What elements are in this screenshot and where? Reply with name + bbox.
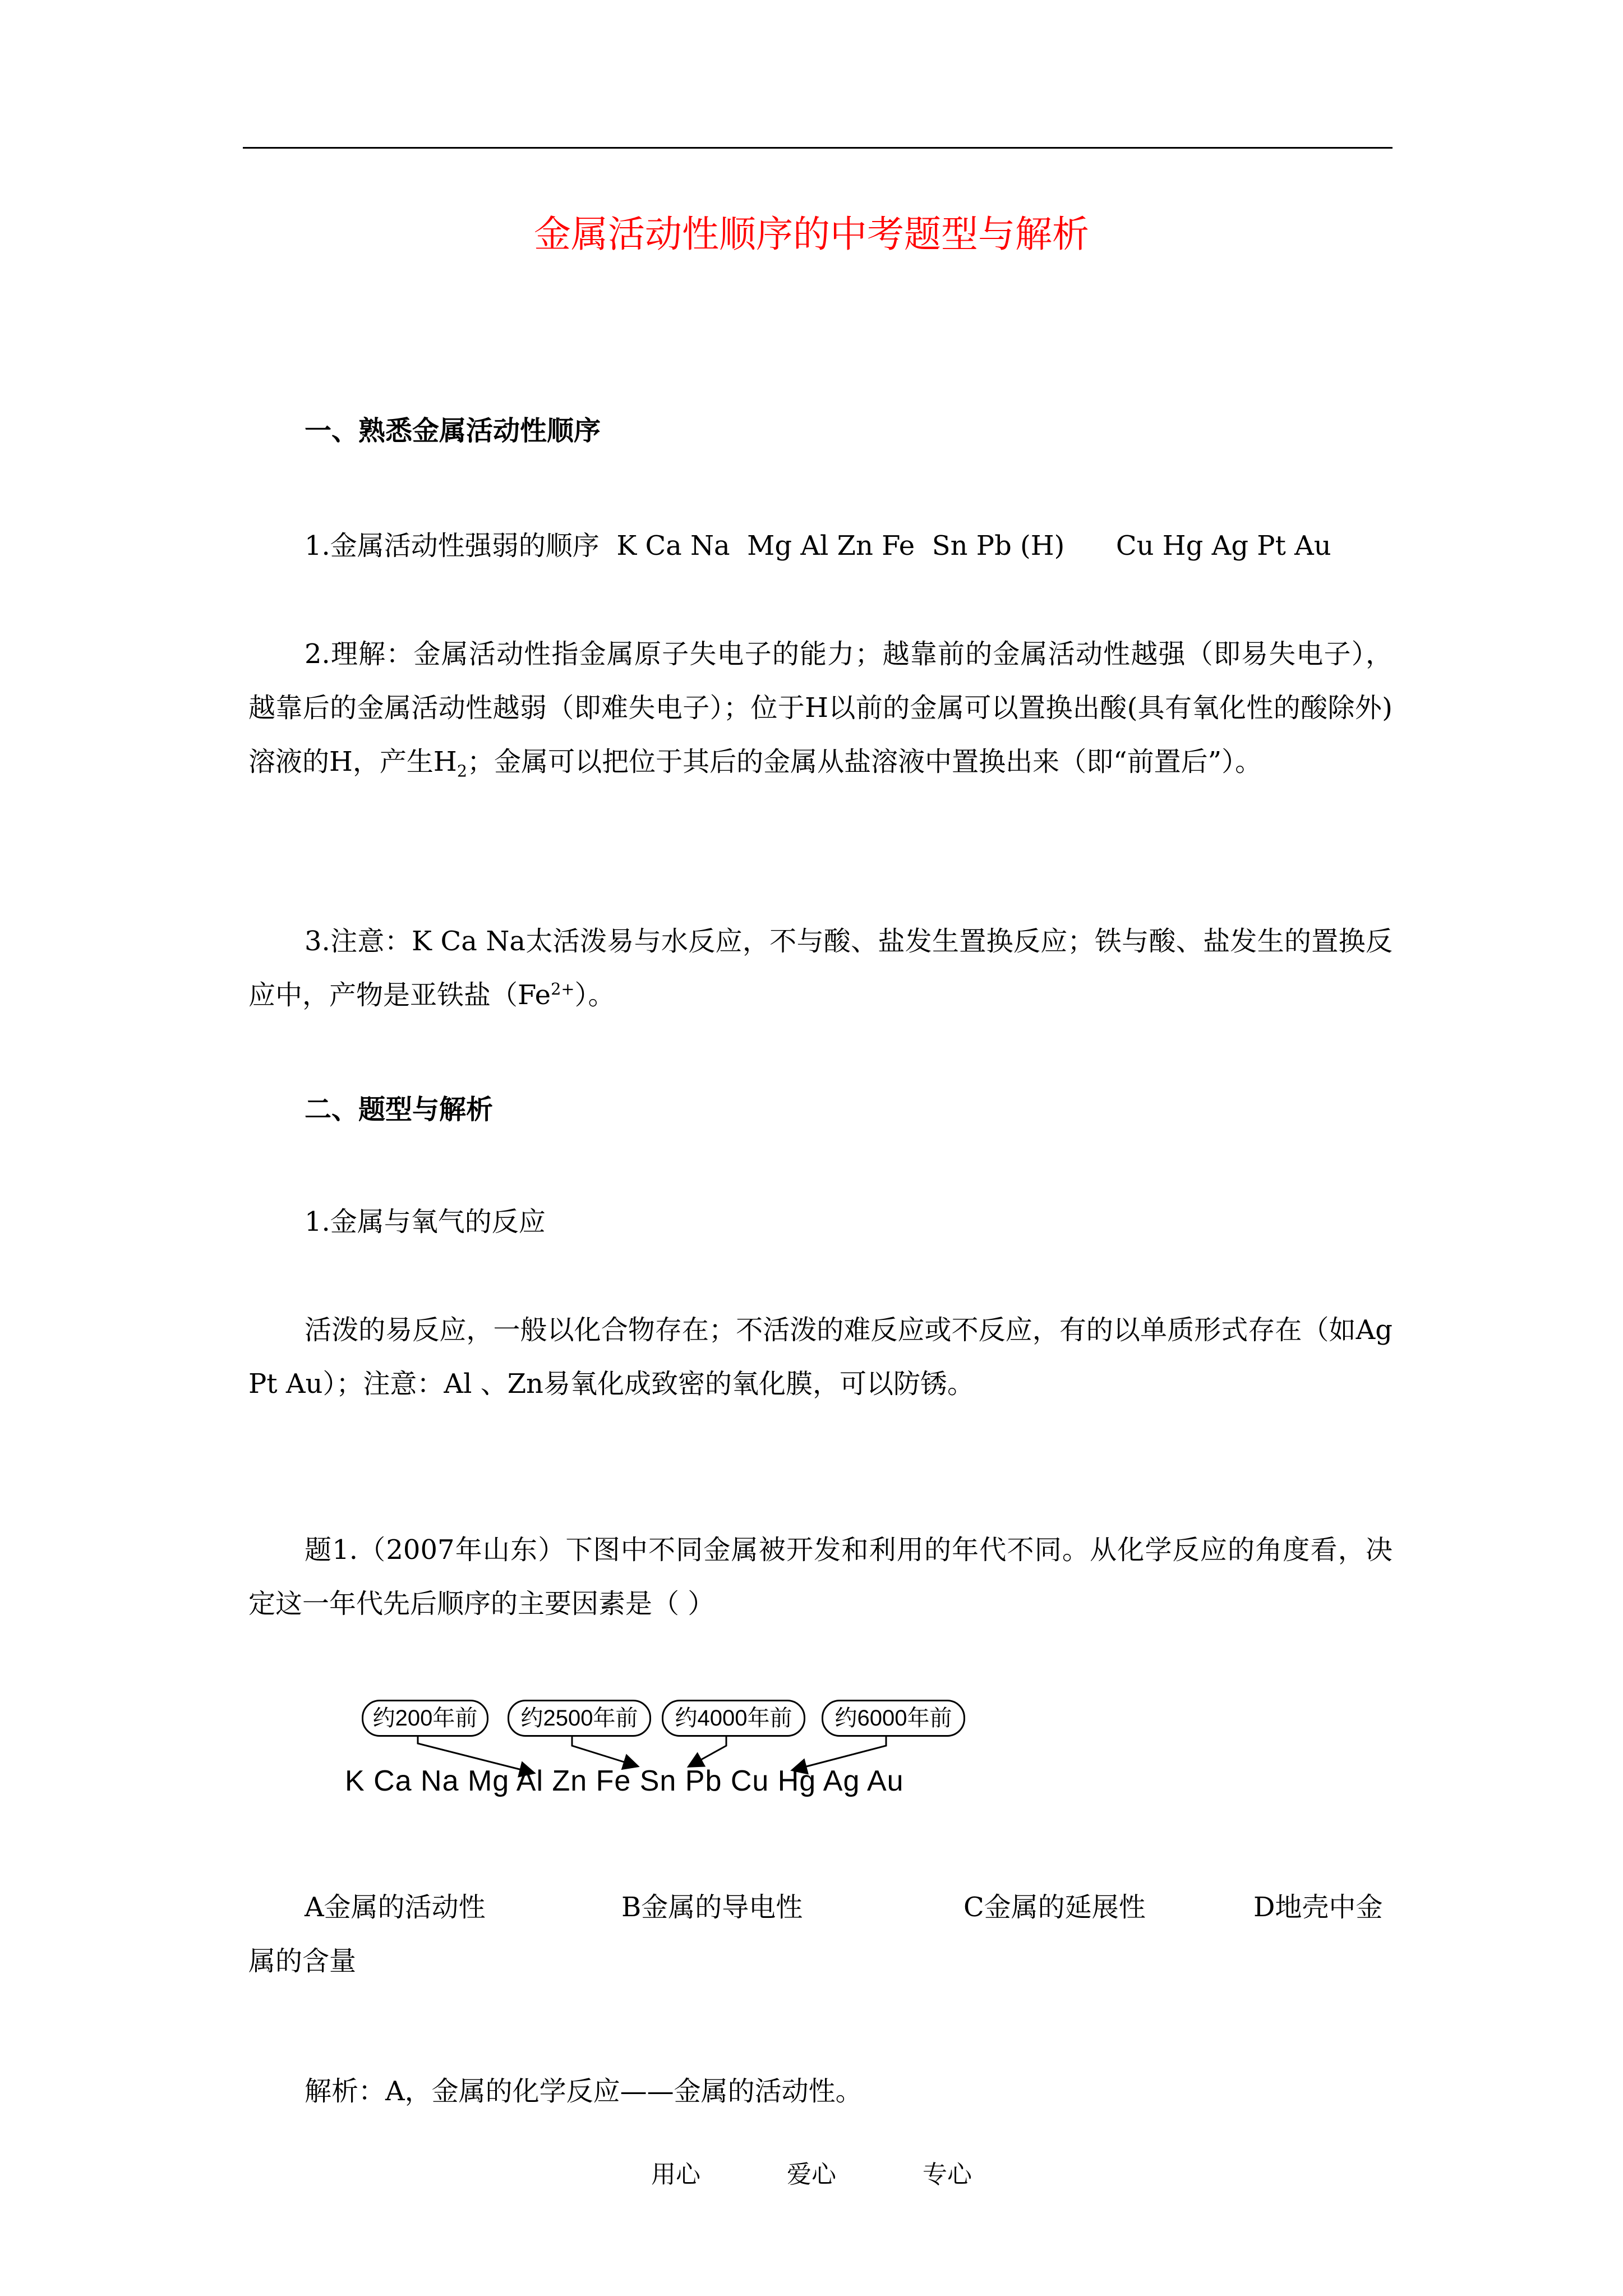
question-1: 题1.（2007年山东）下图中不同金属被开发和利用的年代不同。从化学反应的角度看，决定这一年代先后顺序的主要因素是（ ） xyxy=(248,1534,1393,1619)
label-2500-years: 约2500年前 xyxy=(508,1700,651,1737)
option-d-wrap: 属的含量 xyxy=(248,1945,357,1977)
note-paragraph xyxy=(248,914,1393,1022)
footer-item: 爱心 xyxy=(787,2160,836,2189)
subsection-oxygen: 1.金属与氧气的反应 xyxy=(305,1206,546,1237)
section1-heading: 一、熟悉金属活动性顺序 xyxy=(305,415,601,447)
footer-item: 专心 xyxy=(923,2160,972,2189)
note-text-a: 3.注意：K Ca Na太活泼易与水反应，不与酸、盐发生置换反应；铁与酸、盐发生的置换反应中，产物是亚铁盐（Fe xyxy=(248,926,1393,1011)
option-b: B金属的导电性 xyxy=(621,1892,803,1923)
option-d: D地壳中金 xyxy=(1253,1892,1383,1923)
oxygen-paragraph: 活泼的易反应，一般以化合物存在；不活泼的难反应或不反应，有的以单质形式存在（如Ag Pt Au）；注意：Al 、Zn易氧化成致密的氧化膜，可以防锈。 xyxy=(248,1314,1393,1400)
label-6000-years: 约6000年前 xyxy=(822,1700,965,1737)
analysis: 解析：A，金属的化学反应——金属的活动性。 xyxy=(305,2076,863,2107)
activity-order-list: K Ca Na Mg Al Zn Fe Sn Pb (H) Cu Hg Ag Pt Au xyxy=(616,530,1331,562)
section2-heading: 二、题型与解析 xyxy=(305,1094,494,1125)
activity-order-label: 1.金属活动性强弱的顺序 xyxy=(305,530,600,562)
understanding-text-b: ；金属可以把位于其后的金属从盐溶液中置换出来（即“前置后”）。 xyxy=(467,746,1262,777)
footer xyxy=(0,2154,1623,2190)
arrow-to-sn xyxy=(690,1737,726,1766)
option-c: C金属的延展性 xyxy=(963,1892,1146,1923)
note-text-b: ）。 xyxy=(574,979,615,1011)
metal-age-diagram xyxy=(345,1700,973,1812)
page-title: 金属活动性顺序的中考题型与解析 xyxy=(534,213,1089,256)
option-a: A金属的活动性 xyxy=(305,1892,486,1923)
metal-sequence: K Ca Na Mg Al Zn Fe Sn Pb Cu Hg Ag Au xyxy=(345,1765,904,1797)
h2-subscript: 2 xyxy=(457,761,468,781)
activity-order-item xyxy=(248,519,1393,573)
fe-superscript: 2+ xyxy=(551,979,575,999)
header-rule xyxy=(243,147,1393,149)
label-4000-years: 约4000年前 xyxy=(662,1700,805,1737)
label-200-years: 约200年前 xyxy=(362,1700,488,1737)
footer-item: 用心 xyxy=(651,2160,700,2189)
understanding-text-a: 2.理解：金属活动性指金属原子失电子的能力；越靠前的金属活动性越强（即易失电子），越靠后的金属活动性越弱（即难失电子）；位于H以前的金属可以置换出酸(具有氧化性的酸除外)溶液的H，产生H xyxy=(248,638,1393,777)
understanding-paragraph xyxy=(248,627,1393,789)
arrow-to-fe xyxy=(572,1737,637,1766)
